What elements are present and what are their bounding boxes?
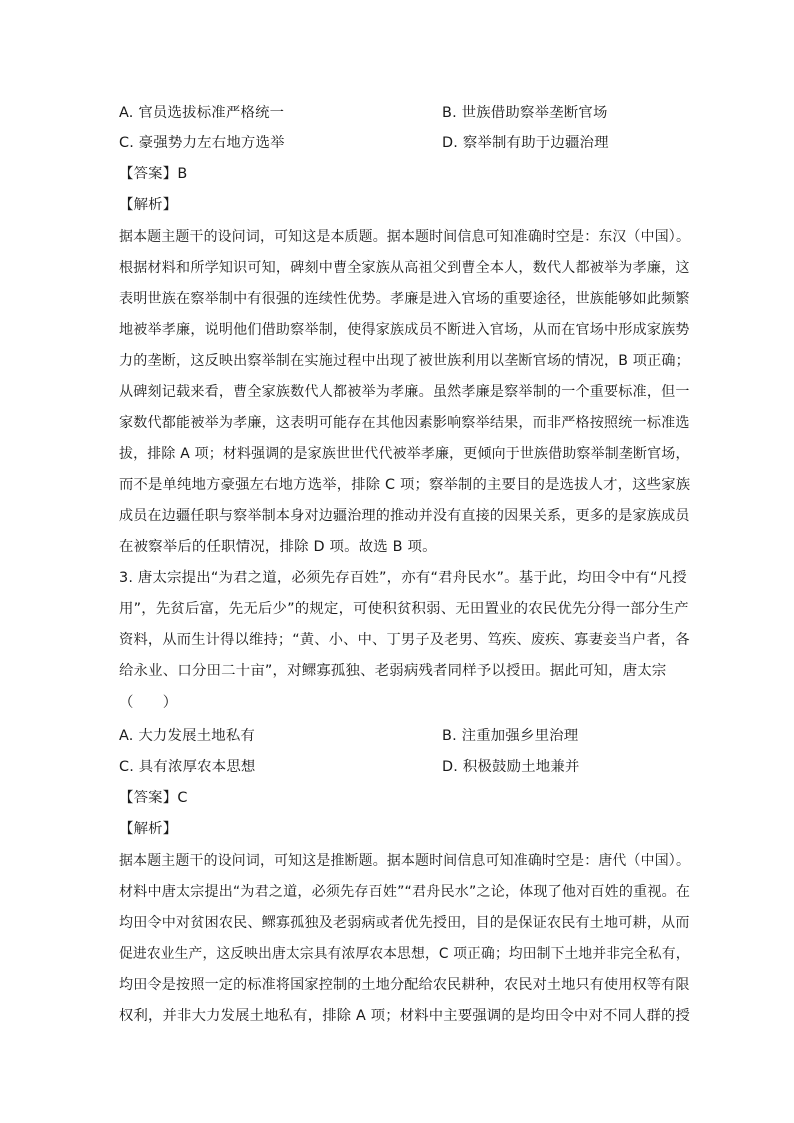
q2-answer: 【答案】B xyxy=(119,166,188,182)
q3-stem-line: 给永业、口分田二十亩”，对鳏寡孤独、老弱病残者同样予以授田。据此可知，唐太宗 xyxy=(119,663,667,679)
q3-analysis-line: 促进农业生产，这反映出唐太宗具有浓厚农本思想，C 项正确；均田制下土地并非完全私有， xyxy=(119,946,690,962)
q2-analysis-heading: 【解析】 xyxy=(119,197,178,213)
q3-option-b: B. 注重加强乡里治理 xyxy=(442,728,579,744)
q3-analysis-heading: 【解析】 xyxy=(119,821,178,837)
q2-analysis-line: 据本题主题干的设问词，可知这是本质题。据本题时间信息可知准确时空是：东汉（中国）。 xyxy=(119,229,691,245)
q3-option-c: C. 具有浓厚农本思想 xyxy=(119,759,256,775)
q2-option-a: A. 官员选拔标准严格统一 xyxy=(119,105,285,121)
q3-analysis-line: 据本题主题干的设问词，可知这是推断题。据本题时间信息可知准确时空是：唐代（中国）。 xyxy=(119,853,691,869)
q2-analysis-line: 力的垄断，这反映出察举制在实施过程中出现了被世族利用以垄断官场的情况，B 项正确； xyxy=(119,353,690,369)
q3-stem-line: 资料，从而生计得以维持；“黄、小、中、丁男子及老男、笃疾、废疾、寡妻妾当户者，各 xyxy=(119,632,690,648)
q2-analysis-line: 在被察举后的任职情况，排除 D 项。故选 B 项。 xyxy=(119,539,437,555)
q2-option-d: D. 察举制有助于边疆治理 xyxy=(442,135,609,151)
q3-answer: 【答案】C xyxy=(119,790,188,806)
q3-analysis-line: 均田令中对贫困农民、鳏寡孤独及老弱病或者优先授田，目的是保证农民有土地可耕，从而 xyxy=(119,915,690,931)
q2-analysis-line: 地被举孝廉，说明他们借助察举制，使得家族成员不断进入官场，从而在官场中形成家族势 xyxy=(119,322,690,338)
q2-analysis-line: 成员在边疆任职与察举制本身对边疆治理的推动并没有直接的因果关系，更多的是家族成员 xyxy=(119,508,690,524)
q3-analysis-line: 均田令是按照一定的标准将国家控制的土地分配给农民耕种，农民对土地只有使用权等有限 xyxy=(119,977,690,993)
q3-analysis-line: 权利，并非大力发展土地私有，排除 A 项；材料中主要强调的是均田令中对不同人群的授 xyxy=(119,1008,691,1024)
q3-option-a: A. 大力发展土地私有 xyxy=(119,728,256,744)
q3-option-d: D. 积极鼓励土地兼并 xyxy=(442,759,580,775)
q2-analysis-line: 而不是单纯地方豪强左右地方选举，排除 C 项；察举制的主要目的是选拔人才，这些家族 xyxy=(119,477,691,493)
q2-analysis-line: 拔，排除 A 项；材料强调的是家族世世代代被举孝廉，更倾向于世族借助察举制垄断官场， xyxy=(119,446,690,462)
q2-option-b: B. 世族借助察举垄断官场 xyxy=(442,105,608,121)
q3-analysis-line: 材料中唐太宗提出“为君之道，必须先存百姓”“君舟民水”之论，体现了他对百姓的重视。在 xyxy=(119,884,691,900)
q2-analysis-line: 根据材料和所学知识可知，碑刻中曹全家族从高祖父到曹全本人，数代人都被举为孝廉，这 xyxy=(119,260,690,276)
q3-answer-blank: （ ） xyxy=(119,695,178,711)
q2-analysis-line: 家数代都能被举为孝廉，这表明可能存在其他因素影响察举结果，而非严格按照统一标准选 xyxy=(119,415,690,431)
q2-option-c: C. 豪强势力左右地方选举 xyxy=(119,135,285,151)
q2-analysis-line: 表明世族在察举制中有很强的连续性优势。孝廉是进入官场的重要途径，世族能够如此频繁 xyxy=(119,291,690,307)
q3-stem-line: 用”，先贫后富，先无后少”的规定，可使积贫积弱、无田置业的农民优先分得一部分生产 xyxy=(119,601,689,617)
q2-analysis-line: 从碑刻记载来看，曹全家族数代人都被举为孝廉。虽然孝廉是察举制的一个重要标准，但一 xyxy=(119,384,690,400)
q3-stem-line: 3. 唐太宗提出“为君之道，必须先存百姓”，亦有“君舟民水”。基于此，均田令中有“凡授 xyxy=(119,570,687,586)
